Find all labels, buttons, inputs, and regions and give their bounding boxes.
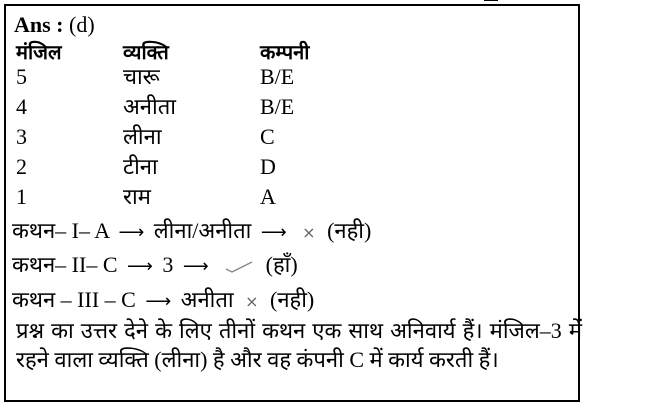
statement-1-result: (नही) [327,218,372,243]
row-2-person: अनीता [123,94,176,119]
right-arrow-icon: ⟶ [145,291,172,312]
row-3-floor: 3 [16,124,27,149]
row-1-person: चारू [123,64,160,89]
header-company: कम्पनी [260,42,310,64]
statement-2-value: 3 [162,252,174,277]
conclusion-paragraph: प्रश्न का उत्तर देने के लिए तीनों कथन एक साथ अनिवार्य हैं। मंजिल–3 में रहने वाला व्यक्ति (लीना) है और वह कंपनी C में कार्य करती हैं। [16,318,582,372]
answer-value: (d) [69,12,95,37]
statement-1-value: लीना/अनीता [153,218,252,243]
statement-2 [12,252,298,280]
statement-3-value: अनीता [180,287,234,312]
row-2-floor: 4 [16,94,27,119]
statement-3-result: (नही) [270,287,315,312]
row-3-person: लीना [123,124,162,149]
right-arrow-icon: ⟶ [118,222,145,243]
row-5-company: A [260,184,276,209]
right-arrow-icon: ⟶ [127,256,153,277]
row-4-company: D [260,154,276,179]
row-4-floor: 2 [16,154,27,179]
row-2-company: B/E [260,94,295,119]
row-5-floor: 1 [16,184,27,209]
statement-3-prefix: कथन – III – C [12,287,136,312]
row-4-person: टीना [123,154,158,179]
check-icon [224,260,254,274]
row-5-person: राम [123,184,151,209]
row-1-floor: 5 [16,64,27,89]
statement-2-prefix: कथन– II– C [12,252,118,277]
top-rule [484,0,498,1]
statement-2-result: (हाँ) [265,252,298,277]
statement-1 [12,218,371,246]
right-arrow-icon: ⟶ [260,222,287,243]
cross-icon: × [302,223,316,242]
answer-box [4,4,580,402]
answer-line [14,12,95,38]
header-floor: मंजिल [16,42,62,64]
cross-icon: × [245,292,259,311]
header-person: व्यक्ति [123,42,169,64]
right-arrow-icon: ⟶ [182,256,209,277]
row-1-company: B/E [260,64,295,89]
answer-label: Ans : [14,12,64,37]
statement-1-prefix: कथन– I– A [12,218,109,243]
statement-3 [12,287,314,315]
row-3-company: C [260,124,275,149]
